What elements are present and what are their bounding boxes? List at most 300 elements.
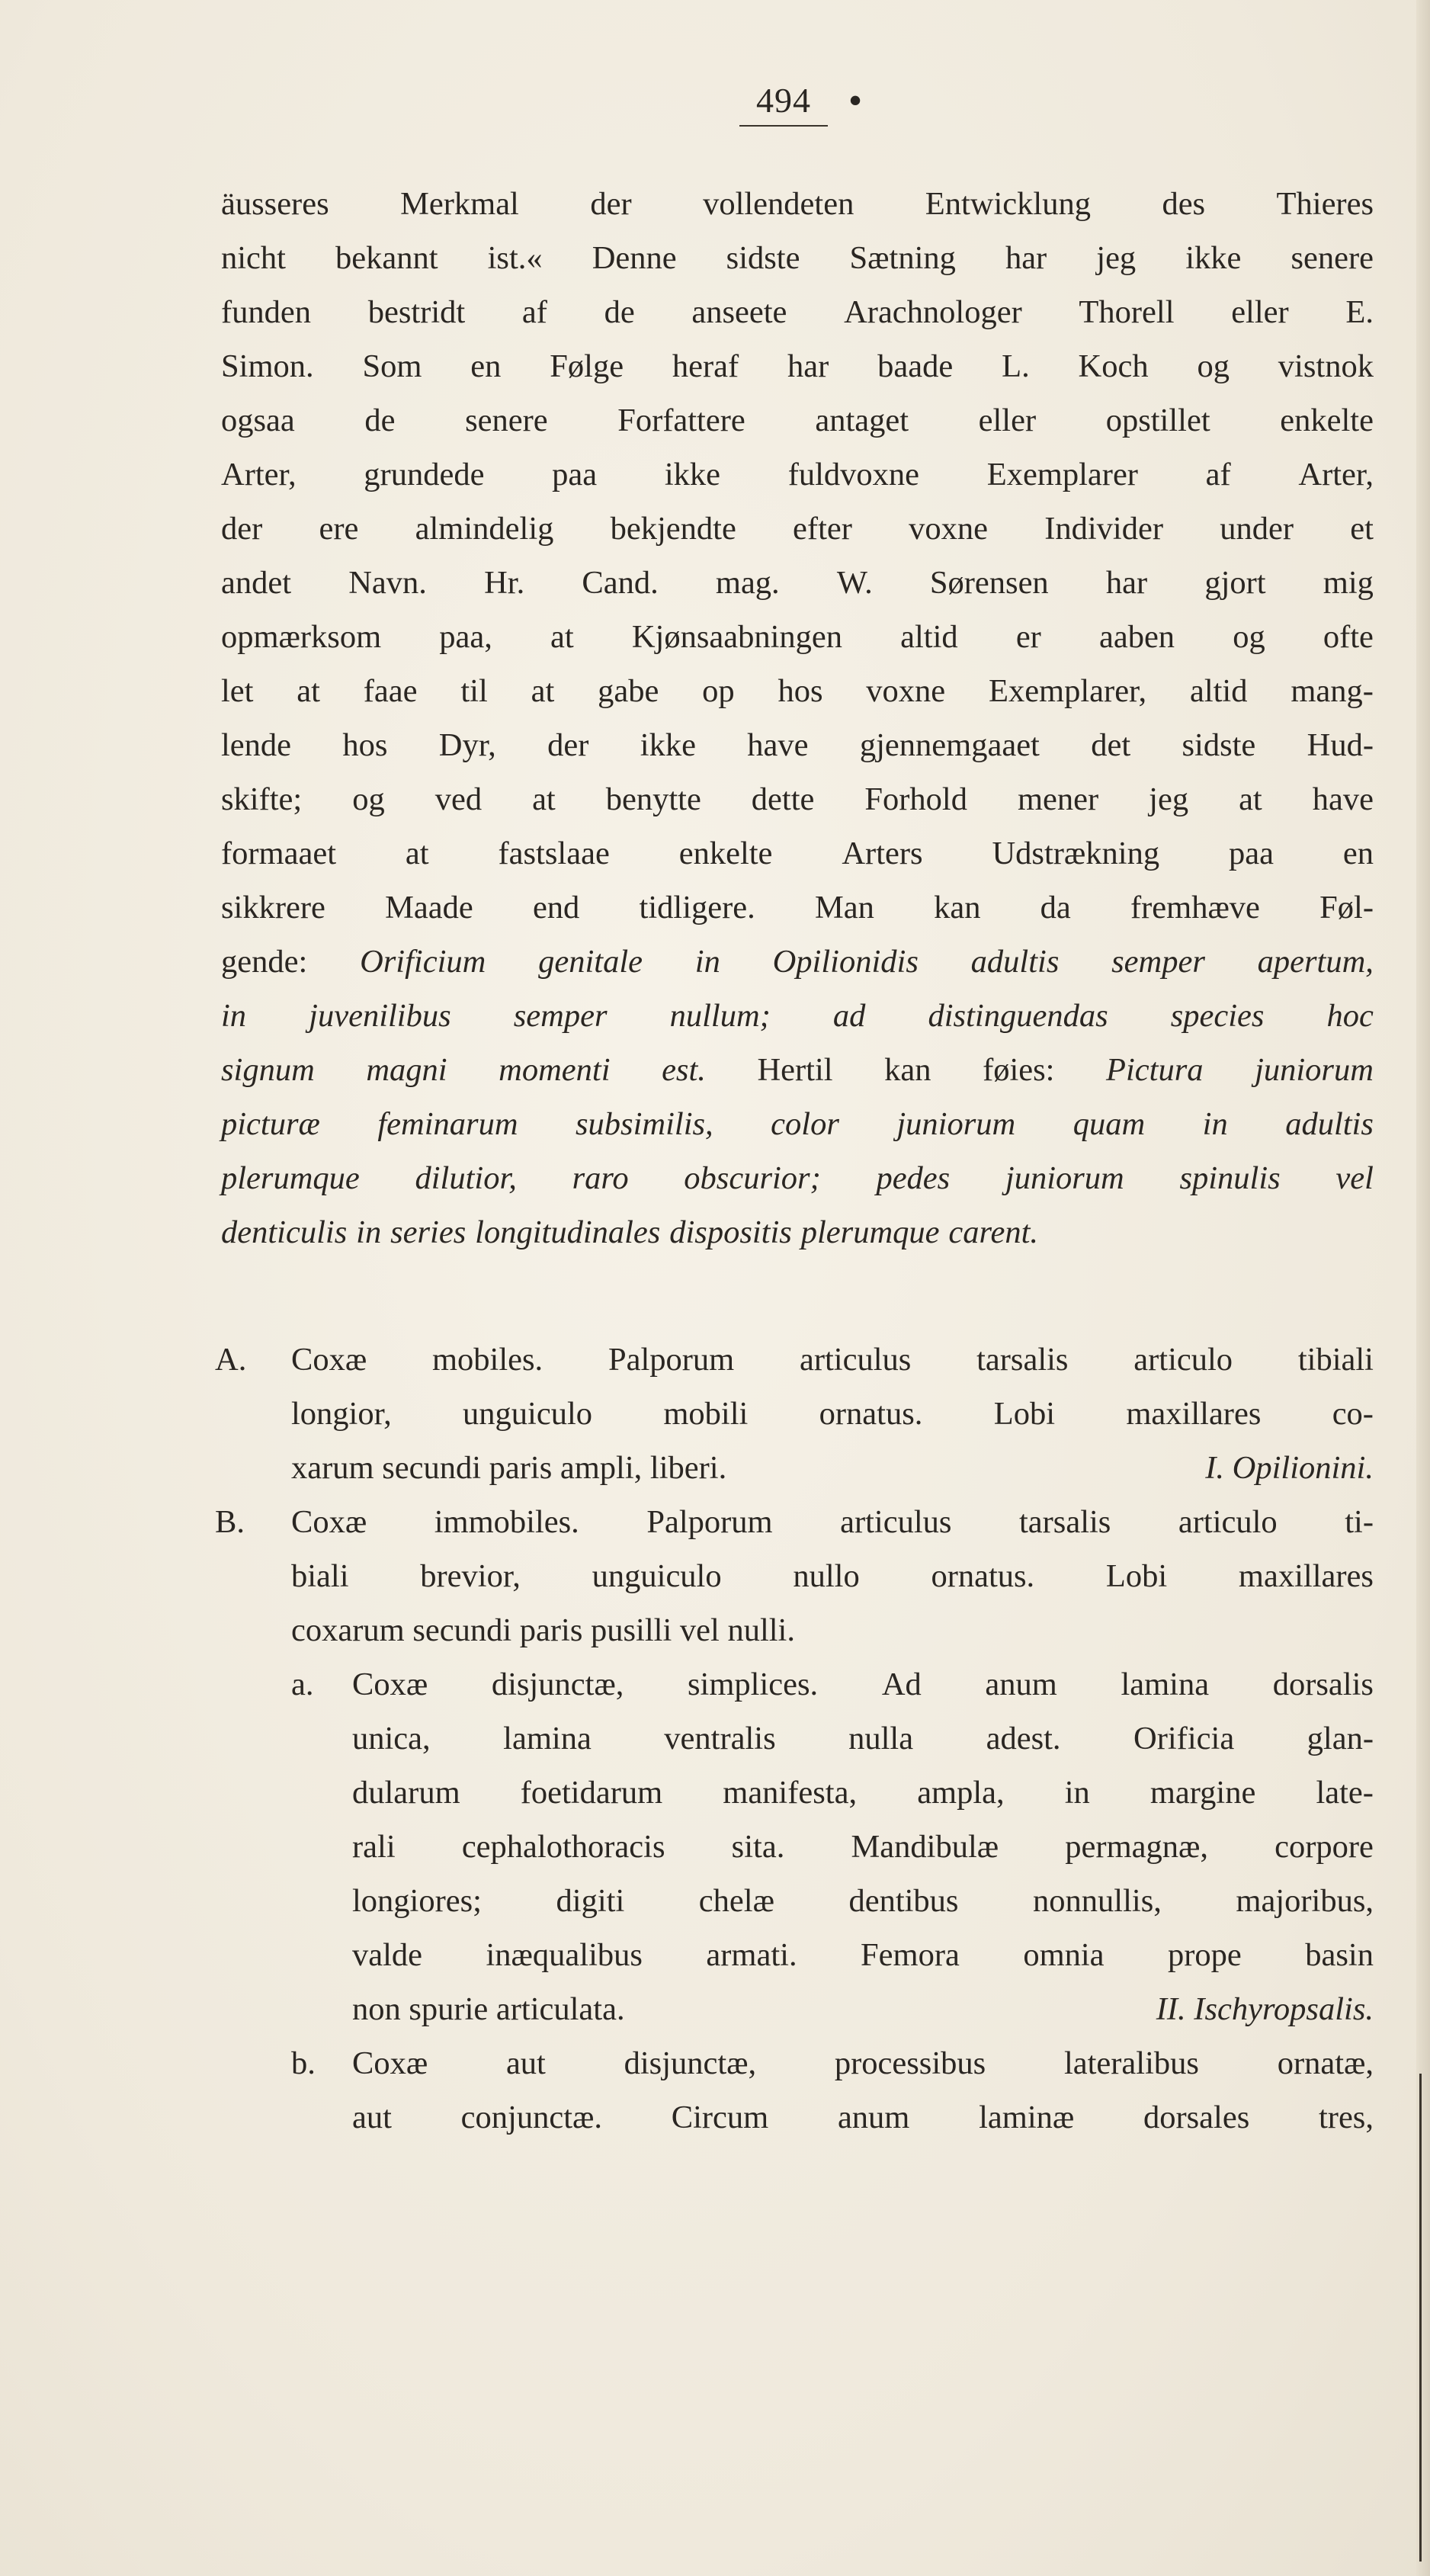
word: ist.«	[487, 240, 543, 276]
word: Exemplarer,	[988, 673, 1147, 709]
key-line-text	[352, 1928, 1374, 1982]
word: carent.	[948, 1214, 1039, 1250]
word: cephalothoracis	[461, 1829, 665, 1865]
word: har	[1005, 240, 1047, 276]
word: heraf	[672, 348, 739, 384]
word: juniorum	[1255, 1052, 1374, 1088]
word: signum	[221, 1052, 315, 1088]
word: anum	[985, 1667, 1057, 1702]
text-line	[221, 177, 1374, 231]
word: basin	[1305, 1937, 1374, 1973]
word: des	[1162, 186, 1206, 222]
word: dispositis	[669, 1214, 792, 1250]
text-line	[221, 718, 1374, 772]
word: articulus	[840, 1504, 952, 1540]
text-line	[221, 1097, 1374, 1151]
word: gende:	[221, 944, 308, 980]
word: at	[532, 781, 556, 817]
taxon-tag: II. Ischyropsalis.	[1156, 1991, 1374, 2027]
key-sub-body	[352, 2036, 1374, 2145]
word: enkelte	[1280, 403, 1374, 438]
key-entry-b-lower	[291, 2036, 1374, 2145]
word: fastslaae	[498, 836, 610, 871]
key-line	[352, 2036, 1374, 2090]
word: Hud-	[1307, 727, 1374, 763]
word: Coxæ	[291, 1504, 367, 1540]
word: Denne	[592, 240, 677, 276]
word: maxillares	[1126, 1396, 1262, 1432]
page-number-value: 494	[739, 80, 828, 127]
word: dentibus	[848, 1883, 959, 1919]
word: ogsaa	[221, 403, 295, 438]
key-body	[291, 1333, 1374, 1495]
word: til	[460, 673, 488, 709]
word: Opilionidis	[772, 944, 919, 980]
word: Koch	[1078, 348, 1149, 384]
word: Føl-	[1319, 890, 1374, 925]
word: longiores;	[352, 1883, 482, 1919]
word: plerumque	[800, 1214, 940, 1250]
word: bekjendte	[610, 511, 736, 547]
key-line-text	[291, 1549, 1374, 1603]
word: under	[1220, 511, 1294, 547]
word: Orificium	[360, 944, 486, 980]
word: lende	[221, 727, 292, 763]
word: inæqualibus	[486, 1937, 643, 1973]
text-line	[221, 610, 1374, 664]
word: tres,	[1318, 2100, 1374, 2135]
word: articulus	[799, 1342, 912, 1378]
text-line	[221, 1151, 1374, 1205]
word: pedes	[876, 1160, 951, 1196]
word: digiti	[556, 1883, 625, 1919]
key-sub-label: b.	[291, 2045, 316, 2081]
word: brevior,	[420, 1558, 521, 1594]
word: at	[297, 673, 320, 709]
word: sidste	[1182, 727, 1256, 763]
word: at	[550, 619, 574, 655]
word: sidste	[726, 240, 800, 276]
word: longitudinales	[475, 1214, 661, 1250]
word: der	[221, 511, 263, 547]
word: eller	[1231, 294, 1289, 330]
key-entry-b-upper	[215, 1495, 1374, 2145]
word: jeg	[1096, 240, 1137, 276]
word: jeg	[1149, 781, 1189, 817]
key-line	[352, 1874, 1374, 1928]
page-edge	[1416, 0, 1430, 2576]
word: unguiculo	[463, 1396, 593, 1432]
word: in	[1202, 1106, 1228, 1142]
word: Simon.	[221, 348, 314, 384]
word: senere	[1291, 240, 1374, 276]
word: momenti	[499, 1052, 611, 1088]
word: opstillet	[1105, 403, 1210, 438]
word: juvenilibus	[309, 998, 451, 1034]
word: denticulis	[221, 1214, 348, 1250]
word: W.	[836, 565, 873, 601]
word: Entwicklung	[925, 186, 1091, 222]
word: sita.	[731, 1829, 785, 1865]
text-line	[221, 826, 1374, 881]
word: Arter,	[221, 457, 297, 492]
word: ampla,	[917, 1775, 1005, 1811]
word: der	[547, 727, 589, 763]
word: ofte	[1323, 619, 1374, 655]
word: Arter,	[1298, 457, 1374, 492]
word: ornatus.	[819, 1396, 923, 1432]
text-line	[221, 1043, 1374, 1097]
word: obscurior;	[684, 1160, 821, 1196]
word: glan-	[1307, 1721, 1374, 1756]
word: efter	[793, 511, 852, 547]
word: Forhold	[864, 781, 967, 817]
word: mig	[1323, 565, 1374, 601]
word: Individer	[1044, 511, 1163, 547]
word: distinguendas	[928, 998, 1108, 1034]
key-line-text	[352, 1657, 1374, 1711]
word: ornatæ,	[1277, 2045, 1374, 2081]
word: voxne	[866, 673, 946, 709]
word: semper	[1111, 944, 1205, 980]
word: Thieres	[1276, 186, 1374, 222]
word: Udstrækning	[992, 836, 1160, 871]
word: af	[1205, 457, 1231, 492]
word: op	[702, 673, 735, 709]
word: fuldvoxne	[787, 457, 920, 492]
word: manifesta,	[723, 1775, 858, 1811]
word: Coxæ	[352, 2045, 428, 2081]
key-label: B.	[215, 1504, 245, 1540]
word: plerumque	[221, 1160, 360, 1196]
key-line-text	[352, 1874, 1374, 1928]
word: hoc	[1326, 998, 1374, 1034]
body-text	[215, 177, 1374, 2145]
word: laminæ	[979, 2100, 1075, 2135]
word: og	[352, 781, 385, 817]
word: har	[787, 348, 829, 384]
word: have	[747, 727, 809, 763]
text-line	[221, 285, 1374, 339]
word: enkelte	[678, 836, 773, 871]
key-line	[352, 1657, 1374, 1711]
word: series	[390, 1214, 467, 1250]
word: corpore	[1274, 1829, 1374, 1865]
word: foetidarum	[520, 1775, 663, 1811]
word: kan	[934, 890, 981, 925]
word: quam	[1072, 1106, 1146, 1142]
word: dorsalis	[1272, 1667, 1374, 1702]
word: gabe	[598, 673, 659, 709]
key-entry-a-lower	[291, 1657, 1374, 2036]
key-line	[291, 1387, 1374, 1441]
word: tarsalis	[976, 1342, 1069, 1378]
word: at	[1239, 781, 1262, 817]
word: unica,	[352, 1721, 431, 1756]
word: late-	[1316, 1775, 1374, 1811]
word: in	[221, 998, 247, 1034]
key-line	[291, 1495, 1374, 1549]
word: longior,	[291, 1396, 392, 1432]
word: mag.	[715, 565, 780, 601]
word: have	[1312, 781, 1374, 817]
key-line-text	[352, 2090, 1374, 2145]
word: Forfattere	[617, 403, 745, 438]
text-line	[221, 989, 1374, 1043]
key-line	[352, 1928, 1374, 1982]
key-sub-label: a.	[291, 1667, 314, 1702]
word: in	[356, 1214, 382, 1250]
word: et	[1350, 511, 1374, 547]
word: ikke	[640, 727, 696, 763]
word: conjunctæ.	[460, 2100, 602, 2135]
word: permagnæ,	[1065, 1829, 1208, 1865]
word: altid	[900, 619, 958, 655]
word: immobiles.	[434, 1504, 579, 1540]
word: lamina	[503, 1721, 592, 1756]
word: og	[1197, 348, 1230, 384]
word: Palporum	[646, 1504, 773, 1540]
word: funden	[221, 294, 312, 330]
paragraph	[221, 177, 1374, 1259]
word: genitale	[538, 944, 643, 980]
word: Man	[814, 890, 874, 925]
word: hos	[778, 673, 823, 709]
word: nullo	[793, 1558, 860, 1594]
word: Femora	[861, 1937, 960, 1973]
word: en	[470, 348, 502, 384]
word: magni	[366, 1052, 447, 1088]
text-line	[221, 393, 1374, 448]
word: almindelig	[415, 511, 554, 547]
word: majoribus,	[1236, 1883, 1374, 1919]
word: simplices.	[688, 1667, 819, 1702]
word: spinulis	[1179, 1160, 1281, 1196]
word: valde	[352, 1937, 423, 1973]
key-line-text: xarum secundi paris ampli, liberi.	[291, 1450, 727, 1486]
word: en	[1342, 836, 1374, 871]
key-entry-a-upper	[215, 1333, 1374, 1495]
word: da	[1040, 890, 1071, 925]
text-line	[221, 339, 1374, 393]
key-line-text	[291, 1495, 1374, 1549]
key-line	[352, 2090, 1374, 2145]
word: ikke	[1185, 240, 1242, 276]
word: andet	[221, 565, 292, 601]
word: sikkrere	[221, 890, 325, 925]
word: Cand.	[582, 565, 659, 601]
word: Hertil	[757, 1052, 833, 1088]
word: Coxæ	[291, 1342, 367, 1378]
word: Thorell	[1079, 294, 1175, 330]
word: Palporum	[608, 1342, 735, 1378]
taxon-tag: I. Opilionini.	[1205, 1450, 1374, 1486]
word: Circum	[671, 2100, 769, 2135]
word: ere	[319, 511, 359, 547]
word: Merkmal	[400, 186, 519, 222]
word: ti-	[1345, 1504, 1374, 1540]
word: paa	[1228, 836, 1274, 871]
word: nicht	[221, 240, 286, 276]
word: Navn.	[348, 565, 427, 601]
word: feminarum	[377, 1106, 518, 1142]
word: end	[532, 890, 580, 925]
word: de	[364, 403, 396, 438]
word: color	[771, 1106, 839, 1142]
word: tarsalis	[1018, 1504, 1111, 1540]
word: mobiles.	[431, 1342, 543, 1378]
key-line-text: non spurie articulata.	[352, 1991, 625, 2027]
word: adultis	[1285, 1106, 1374, 1142]
word: vistnok	[1278, 348, 1374, 384]
word: har	[1105, 565, 1148, 601]
word: de	[604, 294, 635, 330]
word: subsimilis,	[576, 1106, 713, 1142]
word: kan	[884, 1052, 931, 1088]
word: Sørensen	[929, 565, 1049, 601]
word: Ad	[881, 1667, 922, 1702]
word: skifte;	[221, 781, 303, 817]
word: ad	[832, 998, 866, 1034]
word: semper	[513, 998, 608, 1034]
page-number-dot: •	[849, 81, 863, 120]
word: processibus	[834, 2045, 986, 2081]
word: rali	[352, 1829, 396, 1865]
word: picturæ	[221, 1106, 320, 1142]
word: margine	[1149, 1775, 1256, 1811]
word: mener	[1017, 781, 1099, 817]
key-line-text: coxarum secundi paris pusilli vel nulli.	[291, 1612, 795, 1648]
word: Lobi	[993, 1396, 1056, 1432]
word: dularum	[352, 1775, 460, 1811]
word: at	[405, 836, 429, 871]
word: ornatus.	[931, 1558, 1035, 1594]
word: L.	[1002, 348, 1030, 384]
text-line	[221, 772, 1374, 826]
word: raro	[572, 1160, 629, 1196]
key-line	[352, 1820, 1374, 1874]
word: mang-	[1291, 673, 1374, 709]
word: Arters	[842, 836, 923, 871]
key-line	[352, 1982, 1374, 2036]
word: Exemplarer	[986, 457, 1138, 492]
word: adultis	[970, 944, 1060, 980]
key-sub-body	[352, 1657, 1374, 2036]
word: nonnullis,	[1033, 1883, 1162, 1919]
word: Som	[362, 348, 422, 384]
key-line	[352, 1766, 1374, 1820]
word: bekannt	[335, 240, 438, 276]
key-line-text	[352, 2036, 1374, 2090]
word: chelæ	[698, 1883, 774, 1919]
word: bestridt	[367, 294, 466, 330]
word: voxne	[909, 511, 988, 547]
word: formaaet	[221, 836, 337, 871]
word: der	[590, 186, 632, 222]
key-line	[291, 1549, 1374, 1603]
word: juniorum	[896, 1106, 1016, 1142]
word: baade	[877, 348, 954, 384]
word: disjunctæ,	[491, 1667, 624, 1702]
word: co-	[1332, 1396, 1374, 1432]
word: eller	[978, 403, 1037, 438]
word: articulo	[1178, 1504, 1278, 1540]
word: unguiculo	[592, 1558, 722, 1594]
word: maxillares	[1238, 1558, 1374, 1594]
word: mobili	[663, 1396, 749, 1432]
word: biali	[291, 1558, 349, 1594]
word: opmærksom	[221, 619, 382, 655]
word: anseete	[691, 294, 787, 330]
word: føies:	[983, 1052, 1055, 1088]
word: grundede	[364, 457, 485, 492]
word: prope	[1168, 1937, 1242, 1973]
word: in	[694, 944, 720, 980]
margin-rule	[1419, 2074, 1422, 2562]
word: Coxæ	[352, 1667, 428, 1702]
word: Lobi	[1105, 1558, 1168, 1594]
word: Orificia	[1133, 1721, 1235, 1756]
key-line	[291, 1441, 1374, 1495]
word: lamina	[1121, 1667, 1210, 1702]
key-label: A.	[215, 1342, 247, 1378]
word: omnia	[1023, 1937, 1105, 1973]
word: gjort	[1204, 565, 1266, 601]
identification-key	[215, 1333, 1374, 2145]
text-line	[221, 556, 1374, 610]
word: let	[221, 673, 254, 709]
text-line	[221, 881, 1374, 935]
key-line-text	[352, 1820, 1374, 1874]
word: er	[1015, 619, 1041, 655]
text-line	[221, 935, 1374, 989]
word: E.	[1345, 294, 1374, 330]
word: apertum,	[1257, 944, 1374, 980]
word: aaben	[1098, 619, 1175, 655]
word: Maade	[385, 890, 473, 925]
word: äusseres	[221, 186, 329, 222]
word: aut	[505, 2045, 546, 2081]
word: adest.	[986, 1721, 1061, 1756]
word: faae	[363, 673, 418, 709]
word: benytte	[605, 781, 701, 817]
key-line	[291, 1603, 1374, 1657]
key-line-text	[352, 1711, 1374, 1766]
word: det	[1091, 727, 1131, 763]
word: at	[531, 673, 555, 709]
word: nullum;	[669, 998, 771, 1034]
word: disjunctæ,	[624, 2045, 757, 2081]
text-line	[221, 231, 1374, 285]
word: Hr.	[484, 565, 525, 601]
word: Mandibulæ	[851, 1829, 999, 1865]
word: Følge	[550, 348, 624, 384]
word: dorsales	[1143, 2100, 1250, 2135]
word: altid	[1189, 673, 1248, 709]
word: senere	[465, 403, 548, 438]
word: lateralibus	[1063, 2045, 1199, 2081]
word: Dyr,	[438, 727, 496, 763]
text-line	[221, 448, 1374, 502]
word: paa	[552, 457, 598, 492]
word: antaget	[815, 403, 909, 438]
word: aut	[352, 2100, 392, 2135]
text-line	[221, 502, 1374, 556]
key-line-text	[291, 1333, 1374, 1387]
word: ventralis	[664, 1721, 776, 1756]
word: vollendeten	[703, 186, 854, 222]
word: juniorum	[1005, 1160, 1124, 1196]
